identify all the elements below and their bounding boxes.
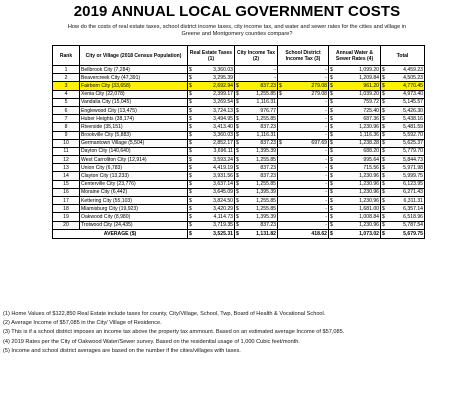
rank-cell: 12 (53, 156, 80, 164)
footnote: (3) This is if a school district imposes an income tax above the property tax ammount. Based on an estimated average Income of $57,085. (3, 329, 345, 336)
water-sewer-cell: $ 1,230.96 (330, 197, 379, 204)
rank-cell: 7 (53, 115, 80, 123)
city-income-tax-cell: $ 837.23 (236, 82, 276, 89)
real-estate-cell: $ 3,593.24 (189, 156, 233, 163)
city-income-tax-cell: $ 837.23 (236, 164, 276, 171)
total-cell: $ 5,787.54 (382, 222, 423, 229)
real-estate-cell: $ 3,494.95 (189, 115, 233, 122)
table-row (53, 115, 425, 123)
water-sewer-cell: $ 687.36 (330, 115, 379, 122)
city-cell: Riverside (35,151) (80, 123, 188, 131)
table-row (53, 74, 425, 82)
school-income-tax-cell: - (278, 172, 329, 180)
water-sewer-cell: $ 1,230.96 (330, 189, 379, 196)
city-income-tax-cell: $ 1,255.85 (236, 91, 276, 98)
average-label: AVERAGE ($) (53, 229, 188, 238)
city-income-tax-cell: $ 1,116.31 (236, 99, 276, 106)
col-header-real-estate: Real Estate Taxes (1) (188, 46, 235, 66)
school-income-tax-cell: - (278, 66, 329, 74)
water-sewer-cell: $ 1,230.96 (330, 222, 379, 229)
table-header-row (53, 46, 425, 66)
table-row (53, 164, 425, 172)
school-income-tax-cell: - (278, 156, 329, 164)
total-cell: $ 5,999.75 (382, 173, 423, 180)
average-real-estate: $ 3,525.31 (189, 230, 233, 237)
table-row (53, 98, 425, 106)
total-cell: $ 5,971.98 (382, 164, 423, 171)
real-estate-cell: $ 3,295.39 (189, 74, 233, 81)
total-cell: $ 5,426.30 (382, 107, 423, 114)
city-income-tax-cell: $ 1,395.39 (236, 213, 276, 220)
total-cell: $ 6,271.43 (382, 189, 423, 196)
school-income-tax-cell: $ 279.08 (279, 82, 327, 89)
real-estate-cell: $ 3,645.09 (189, 189, 233, 196)
footnote: (4) 2019 Rates per the City of Oakwood Water/Sewer survey. Based on the residential usage of 1,000 Cubic feet/month. (3, 338, 300, 345)
city-cell: Moraine City (6,442) (80, 188, 188, 196)
rank-cell: 17 (53, 197, 80, 205)
school-income-tax-cell: - (278, 131, 329, 139)
city-cell: Beavercreek City (47,391) (80, 74, 188, 82)
water-sewer-cell: $ 725.40 (330, 107, 379, 114)
water-sewer-cell: $ 759.72 (330, 99, 379, 106)
table-row (53, 106, 425, 114)
rank-cell: 10 (53, 139, 80, 147)
average-water-sewer: $ 1,073.02 (330, 230, 379, 237)
real-estate-cell: $ 3,719.35 (189, 222, 233, 229)
school-income-tax-cell: - (278, 188, 329, 196)
table-row (53, 221, 425, 229)
school-income-tax-cell: - (278, 98, 329, 106)
table-row (53, 82, 425, 90)
page-subtitle: How do the costs of real estate taxes, school district income taxes, city income tax, and water and sewer rates for the cities and village in Greene and Montgomery counties compare? (67, 24, 407, 37)
rank-cell: 18 (53, 205, 80, 213)
school-income-tax-cell: - (278, 164, 329, 172)
total-cell: $ 4,459.23 (382, 66, 423, 73)
city-cell: Huber Heights (38,174) (80, 115, 188, 123)
real-estate-cell: $ 3,696.11 (189, 148, 233, 155)
real-estate-cell: $ 3,420.29 (189, 205, 233, 212)
water-sewer-cell: $ 1,039.20 (330, 91, 379, 98)
city-income-tax-cell: $ 1,395.39 (236, 148, 276, 155)
city-income-tax-cell: $ 837.23 (236, 140, 276, 147)
cost-table (52, 45, 425, 239)
real-estate-cell: $ 2,852.17 (189, 140, 233, 147)
school-income-tax-cell: - (278, 115, 329, 123)
city-cell: Englewood City (13,475) (80, 106, 188, 114)
real-estate-cell: $ 4,114.73 (189, 213, 233, 220)
rank-cell: 3 (53, 82, 80, 90)
page-title: 2019 ANNUAL LOCAL GOVERNMENT COSTS (73, 3, 401, 20)
total-cell: $ 4,973.40 (382, 91, 423, 98)
school-income-tax-cell: - (278, 221, 329, 229)
table-body (53, 66, 425, 230)
school-income-tax-cell: - (278, 205, 329, 213)
table-row (53, 123, 425, 131)
average-row (53, 229, 425, 238)
water-sewer-cell: $ 961.20 (330, 82, 379, 89)
real-estate-cell: $ 3,637.14 (189, 181, 233, 188)
water-sewer-cell: $ 1,099.20 (330, 66, 379, 73)
school-income-tax-cell: $ 697.69 (279, 140, 327, 147)
rank-cell: 5 (53, 98, 80, 106)
city-cell: Fairborn City (33,658) (80, 82, 188, 90)
water-sewer-cell: $ 995.64 (330, 156, 379, 163)
col-header-school-income-tax: School District Income Tax (3) (278, 46, 329, 66)
rank-cell: 19 (53, 213, 80, 221)
city-income-tax-cell: - (235, 66, 278, 74)
city-cell: Dayton City (140,640) (80, 147, 188, 155)
city-cell: Bellbrook City (7,284) (80, 66, 188, 74)
col-header-rank: Rank (53, 46, 80, 66)
city-income-tax-cell: $ 837.23 (236, 222, 276, 229)
city-income-tax-cell: $ 1,255.85 (236, 156, 276, 163)
rank-cell: 15 (53, 180, 80, 188)
average-school-income-tax: 418.62 (278, 229, 329, 238)
average-city-income-tax: $ 1,131.82 (236, 230, 276, 237)
table-row (53, 90, 425, 98)
total-cell: $ 5,844.73 (382, 156, 423, 163)
city-cell: West Carrollton City (12,914) (80, 156, 188, 164)
real-estate-cell: $ 3,360.03 (189, 132, 233, 139)
water-sewer-cell: $ 1,230.96 (330, 173, 379, 180)
total-cell: $ 4,505.23 (382, 74, 423, 81)
table-row (53, 197, 425, 205)
table-row (53, 205, 425, 213)
total-cell: $ 4,770.45 (382, 82, 423, 89)
real-estate-cell: $ 3,360.03 (189, 66, 233, 73)
city-cell: Miamisburg City (19,923) (80, 205, 188, 213)
table-row (53, 147, 425, 155)
average-total: $ 5,679.75 (382, 230, 423, 237)
school-income-tax-cell: - (278, 147, 329, 155)
footnote: (2) Average Income of $57,085 in the City/ Village of Residence. (3, 320, 162, 327)
footnote: (5) Income and school district averages are based on the number if the cities/villages with taxes. (3, 347, 241, 354)
rank-cell: 20 (53, 221, 80, 229)
city-cell: Vandalia City (15,045) (80, 98, 188, 106)
school-income-tax-cell: $ 279.08 (279, 91, 327, 98)
city-income-tax-cell: $ 976.77 (236, 107, 276, 114)
footnote: (1) Home Values of $122,850 Real Estate include taxes for county, City/Village, School, Twp, Board of Health & Vocational School. (3, 311, 326, 317)
table-row (53, 131, 425, 139)
table-row (53, 172, 425, 180)
city-income-tax-cell: $ 1,116.31 (236, 132, 276, 139)
rank-cell: 6 (53, 106, 80, 114)
school-income-tax-cell: - (278, 123, 329, 131)
rank-cell: 2 (53, 74, 80, 82)
city-income-tax-cell: - (235, 74, 278, 82)
city-income-tax-cell: $ 1,395.39 (236, 189, 276, 196)
col-header-city: City or Village (2018 Census Population) (80, 46, 188, 66)
real-estate-cell: $ 2,399.17 (189, 91, 233, 98)
total-cell: $ 5,625.37 (382, 140, 423, 147)
city-income-tax-cell: $ 837.23 (236, 123, 276, 130)
water-sewer-cell: $ 1,681.00 (330, 205, 379, 212)
real-estate-cell: $ 3,824.50 (189, 197, 233, 204)
real-estate-cell: $ 4,419.19 (189, 164, 233, 171)
water-sewer-cell: $ 1,230.96 (330, 123, 379, 130)
city-income-tax-cell: $ 1,255.85 (236, 115, 276, 122)
table-row (53, 66, 425, 74)
real-estate-cell: $ 3,931.56 (189, 173, 233, 180)
water-sewer-cell: $ 1,008.84 (330, 213, 379, 220)
rank-cell: 4 (53, 90, 80, 98)
water-sewer-cell: $ 1,230.96 (330, 181, 379, 188)
city-cell: Union City (6,783) (80, 164, 188, 172)
water-sewer-cell: $ 1,238.28 (330, 140, 379, 147)
total-cell: $ 6,123.95 (382, 181, 423, 188)
real-estate-cell: $ 2,692.94 (189, 82, 233, 89)
real-estate-cell: $ 3,724.13 (189, 107, 233, 114)
col-header-total: Total (381, 46, 425, 66)
rank-cell: 1 (53, 66, 80, 74)
total-cell: $ 6,311.31 (382, 197, 423, 204)
rank-cell: 14 (53, 172, 80, 180)
city-cell: Brookville City (5,883) (80, 131, 188, 139)
real-estate-cell: $ 3,413.40 (189, 123, 233, 130)
city-cell: Oakwood City (8,980) (80, 213, 188, 221)
real-estate-cell: $ 3,269.54 (189, 99, 233, 106)
water-sewer-cell: $ 715.56 (330, 164, 379, 171)
table-row (53, 139, 425, 147)
col-header-city-income-tax: City Income Tax (2) (235, 46, 278, 66)
school-income-tax-cell: - (278, 213, 329, 221)
rank-cell: 9 (53, 131, 80, 139)
table-row (53, 188, 425, 196)
water-sewer-cell: $ 1,209.84 (330, 74, 379, 81)
school-income-tax-cell: - (278, 74, 329, 82)
school-income-tax-cell: - (278, 106, 329, 114)
rank-cell: 8 (53, 123, 80, 131)
total-cell: $ 5,779.70 (382, 148, 423, 155)
rank-cell: 16 (53, 188, 80, 196)
city-income-tax-cell: $ 1,255.85 (236, 205, 276, 212)
total-cell: $ 6,357.14 (382, 205, 423, 212)
school-income-tax-cell: - (278, 180, 329, 188)
footnotes (3, 311, 469, 357)
water-sewer-cell: $ 1,116.36 (330, 132, 379, 139)
city-cell: Germantown Village (5,504) (80, 139, 188, 147)
table-row (53, 156, 425, 164)
city-cell: Kettering City (55,103) (80, 197, 188, 205)
total-cell: $ 6,518.96 (382, 213, 423, 220)
water-sewer-cell: $ 688.20 (330, 148, 379, 155)
school-income-tax-cell: - (278, 197, 329, 205)
total-cell: $ 5,592.70 (382, 132, 423, 139)
col-header-water-sewer: Annual Water & Sewer Rates (4) (329, 46, 381, 66)
city-income-tax-cell: $ 1,255.85 (236, 197, 276, 204)
city-cell: Trotwood City (24,435) (80, 221, 188, 229)
city-cell: Xenia City (22,078) (80, 90, 188, 98)
rank-cell: 11 (53, 147, 80, 155)
rank-cell: 13 (53, 164, 80, 172)
table-row (53, 180, 425, 188)
total-cell: $ 5,438.16 (382, 115, 423, 122)
city-cell: Clayton City (13,233) (80, 172, 188, 180)
city-income-tax-cell: $ 1,255.85 (236, 181, 276, 188)
table-row (53, 213, 425, 221)
total-cell: $ 5,145.57 (382, 99, 423, 106)
city-cell: Centerville City (23,776) (80, 180, 188, 188)
city-income-tax-cell: $ 837.23 (236, 173, 276, 180)
total-cell: $ 5,481.59 (382, 123, 423, 130)
